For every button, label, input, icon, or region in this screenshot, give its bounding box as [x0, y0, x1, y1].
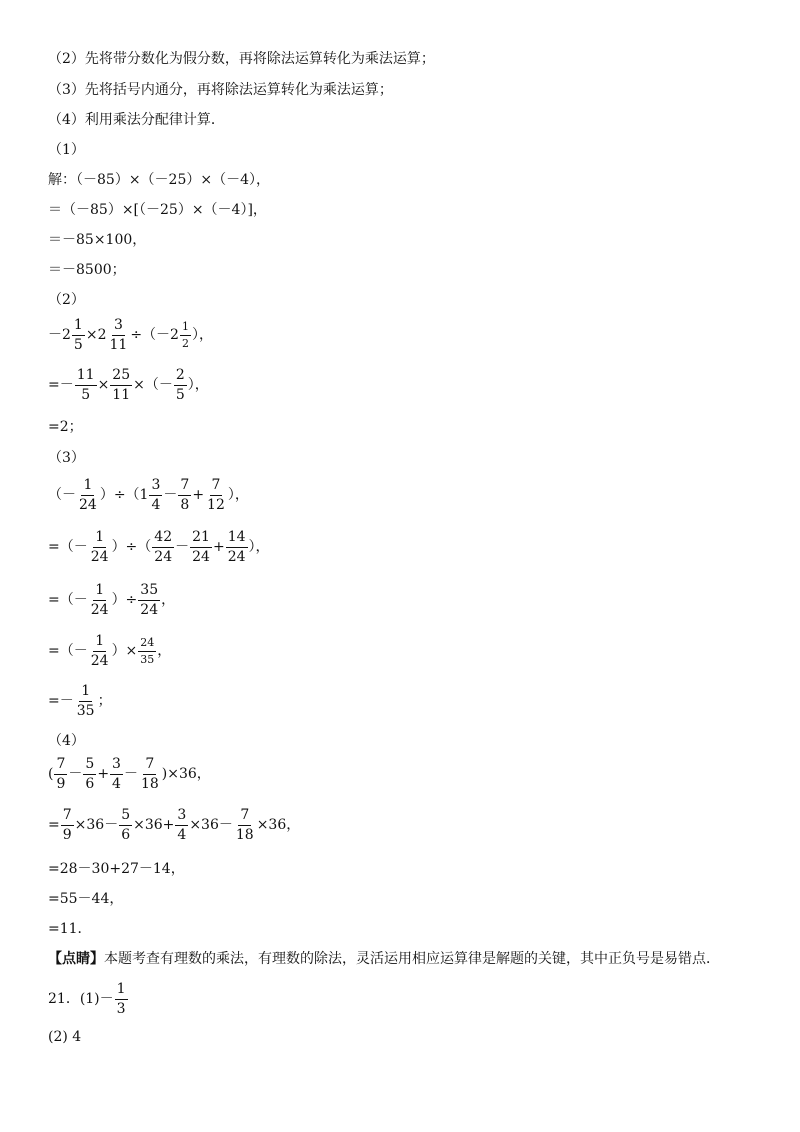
fraction: $\frac{1}{35}$ [76, 683, 95, 719]
answer-21-2: (2) 4 [48, 1029, 82, 1045]
math-line-e8: ( $\frac{7}{9}$ － $\frac{5}{6}$ + $\frac{3}{4}$ － $\frac{7}{18}$ )×36， [48, 756, 211, 792]
fraction: $\frac{1}{24}$ [79, 477, 97, 513]
math-line-e5: =（－ $\frac{1}{24}$ ）÷ $\frac{35}{24}$ ， [48, 582, 176, 618]
fraction: $\frac{1}{24}$ [90, 582, 109, 618]
math-line-e9: = $\frac{7}{9}$ ×36－ $\frac{5}{6}$ ×36+ $\frac{3}{4}$ ×36－ $\frac{7}{18}$ ×36， [48, 807, 301, 843]
step-line: =2； [48, 419, 83, 435]
fraction: $\frac{7}{9}$ [62, 807, 72, 843]
fraction: $\frac{25}{11}$ [112, 367, 131, 403]
part-4-label: （4） [48, 733, 85, 749]
hint-line-2: （2）先将带分数化为假分数，再将除法运算转化为乘法运算； [48, 51, 435, 67]
fraction: $\frac{11}{5}$ [76, 367, 95, 403]
fraction: $\frac{7}{9}$ [56, 756, 66, 792]
step-line: ＝（－85）×[（－25）×（－4）]， [48, 202, 267, 218]
step-line: =11． [48, 921, 92, 937]
fraction: $\frac{21}{24}$ [192, 529, 210, 565]
fraction: $\frac{5}{6}$ [121, 807, 131, 843]
fraction: $\frac{3}{4}$ [151, 477, 161, 513]
commentary-label: 【点睛】 [48, 951, 104, 967]
commentary-text: 本题考查有理数的乘法，有理数的除法，灵活运用相应运算律是解题的关键，其中正负号是易错点． [104, 951, 720, 967]
math-line-e1: －2 $\frac{1}{5}$ ×2 $\frac{3}{11}$ ÷（－2 $\frac{1}{2}$ ）， [48, 317, 213, 353]
fraction: $\frac{1}{24}$ [90, 529, 109, 565]
fraction: $\frac{3}{11}$ [109, 317, 128, 353]
step-line: =55－44， [48, 891, 124, 907]
math-line-e6: =（－ $\frac{1}{24}$ ）× $\frac{24}{35}$ ， [48, 633, 172, 669]
solution-line: 解：（－85）×（－25）×（－4）， [48, 172, 270, 188]
fraction: $\frac{1}{24}$ [90, 633, 109, 669]
fraction: $\frac{3}{4}$ [112, 756, 121, 792]
fraction: $\frac{3}{4}$ [177, 807, 187, 843]
fraction: $\frac{7}{18}$ [235, 807, 254, 843]
fraction: $\frac{2}{5}$ [175, 367, 185, 403]
fraction: $\frac{1}{3}$ [116, 981, 126, 1017]
fraction: $\frac{1}{5}$ [73, 317, 83, 353]
fraction: $\frac{35}{24}$ [140, 582, 159, 618]
step-line: ＝－85×100， [48, 232, 147, 248]
math-line-e3: （－ $\frac{1}{24}$ ）÷（1 $\frac{3}{4}$ － $\frac{7}{8}$ + $\frac{7}{12}$ ）， [48, 477, 249, 513]
commentary-line [48, 952, 720, 966]
answer-21-1: 21．(1)－ $\frac{1}{3}$ [48, 981, 126, 1017]
part-2-label: （2） [48, 292, 85, 308]
fraction: $\frac{7}{18}$ [140, 756, 159, 792]
fraction: $\frac{24}{35}$ [140, 636, 155, 666]
part-1-label: （1） [48, 142, 85, 158]
fraction: $\frac{7}{12}$ [207, 477, 225, 513]
step-line: ＝－8500； [48, 262, 126, 278]
fraction: $\frac{1}{2}$ [181, 320, 189, 350]
hint-line-4: （4）利用乘法分配律计算． [48, 112, 225, 128]
part-3-label: （3） [48, 450, 85, 466]
math-line-e2: =－ $\frac{11}{5}$ × $\frac{25}{11}$ ×（－ $\frac{2}{5}$ ）， [48, 367, 209, 403]
hint-line-3: （3）先将括号内通分，再将除法运算转化为乘法运算； [48, 82, 393, 98]
math-line-e7: =－ $\frac{1}{35}$ ； [48, 683, 112, 719]
fraction: $\frac{7}{8}$ [180, 477, 190, 513]
fraction: $\frac{42}{24}$ [154, 529, 173, 565]
fraction: $\frac{5}{6}$ [85, 756, 95, 792]
step-line: =28－30+27－14， [48, 861, 185, 877]
math-line-e4: =（－ $\frac{1}{24}$ ）÷（ $\frac{42}{24}$ － $\frac{21}{24}$ + $\frac{14}{24}$ ）， [48, 529, 270, 565]
fraction: $\frac{14}{24}$ [227, 529, 246, 565]
